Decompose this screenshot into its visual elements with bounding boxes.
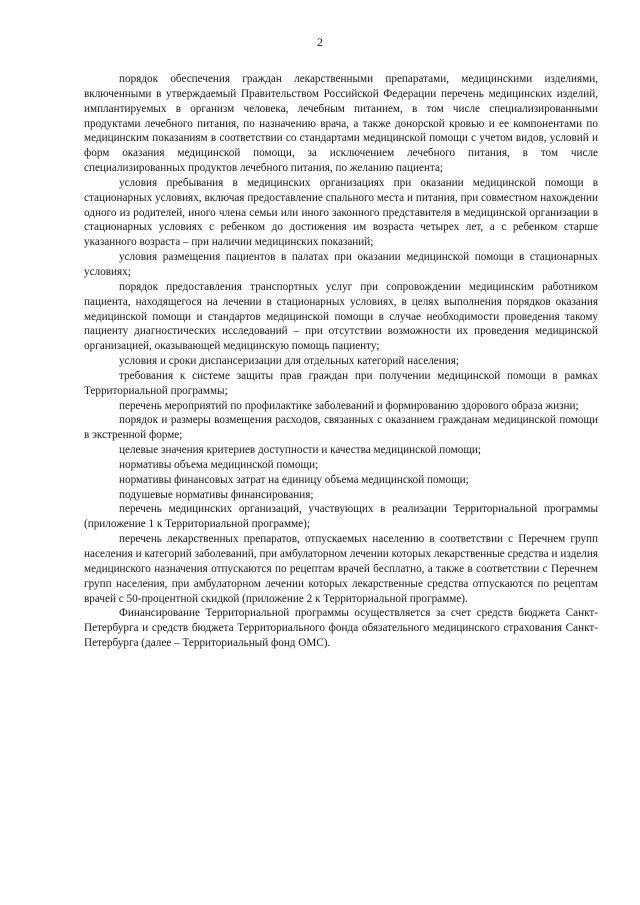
paragraph-cost-norms: нормативы финансовых затрат на единицу объема медицинской помощи; [119,473,469,486]
document-body [84,72,598,651]
page-number: 2 [317,35,323,49]
paragraph-medicines-provision: порядок обеспечения граждан лекарственными препаратами, медицинскими изделиями, включенными в утверждаемый Правительством Российской Федерации перечень медицинских изделий, имплантируемых в организм человека, лечебным питанием, в том числе специализированными продуктами лечебного питания, по назначению врача, а также донорской кровью и ее компонентами по медицинским показаниям в соответствии со стандартами медицинской помощи с учетом видов, условий и форм оказания медицинской помощи, за исключением лечебного питания, в том числе специализированных продуктов лечебного питания, по желанию пациента; [84,73,598,175]
paragraph-transport-services: порядок предоставления транспортных услуг при сопровождении медицинским работником пациента, находящегося на лечении в стационарных условиях, в целях выполнения порядков оказания медицинской помощи и стандартов медицинской помощи в случае необходимости проведения такому пациенту диагностических исследований – при отсутствии возможности их проведения медицинской организацией, оказывающей медицинскую помощь пациенту; [84,280,598,353]
paragraph-per-capita-norms: подушевые нормативы финансирования; [119,488,314,501]
paragraph-rights-protection: требования к системе защиты прав граждан при получении медицинской помощи в рамках Территориальной программы; [84,369,598,397]
paragraph-target-values: целевые значения критериев доступности и качества медицинской помощи; [119,444,482,457]
paragraph-medical-organizations: перечень медицинских организаций, участвующих в реализации Территориальной программы (приложение 1 к Территориальной программе); [84,503,598,531]
paragraph-financing: Финансирование Территориальной программы осуществляется за счет средств бюджета Санкт-Петербурга и средств бюджета Территориального фонда обязательного медицинского страхования Санкт-Петербурга (далее – Территориальный фонд ОМС). [84,607,598,650]
paragraph-dispensarization: условия и сроки диспансеризации для отдельных категорий населения; [119,355,459,368]
paragraph-volume-norms: нормативы объема медицинской помощи; [119,458,319,471]
paragraph-ward-placement: условия размещения пациентов в палатах при оказании медицинской помощи в стационарных условиях; [84,251,598,278]
paragraph-emergency-reimbursement: порядок и размеры возмещения расходов, связанных с оказанием гражданам медицинской помощи в экстренной форме; [84,414,598,442]
paragraph-stay-conditions: условия пребывания в медицинских организациях при оказании медицинской помощи в стационарных условиях, включая предоставление спального места и питания, при совместном нахождении одного из родителей, иного члена семьи или иного законного представителя в медицинской организации в стационарных условиях с ребенком до достижения им возраста четырех лет, а с ребенком старше указанного возраста – при наличии медицинских показаний; [84,176,598,249]
paragraph-prevention: перечень мероприятий по профилактике заболеваний и формированию здорового образа жизни; [119,399,579,412]
paragraph-drug-list: перечень лекарственных препаратов, отпускаемых населению в соответствии с Перечнем групп населения и категорий заболеваний, при амбулаторном лечении которых лекарственные средства и изделия медицинского назначения отпускаются по рецептам врачей бесплатно, а также в соответствии с Перечнем групп населения, при амбулаторном лечении которых лекарственные средства отпускаются по рецептам врачей с 50-процентной скидкой (приложение 2 к Территориальной программе). [84,533,598,605]
